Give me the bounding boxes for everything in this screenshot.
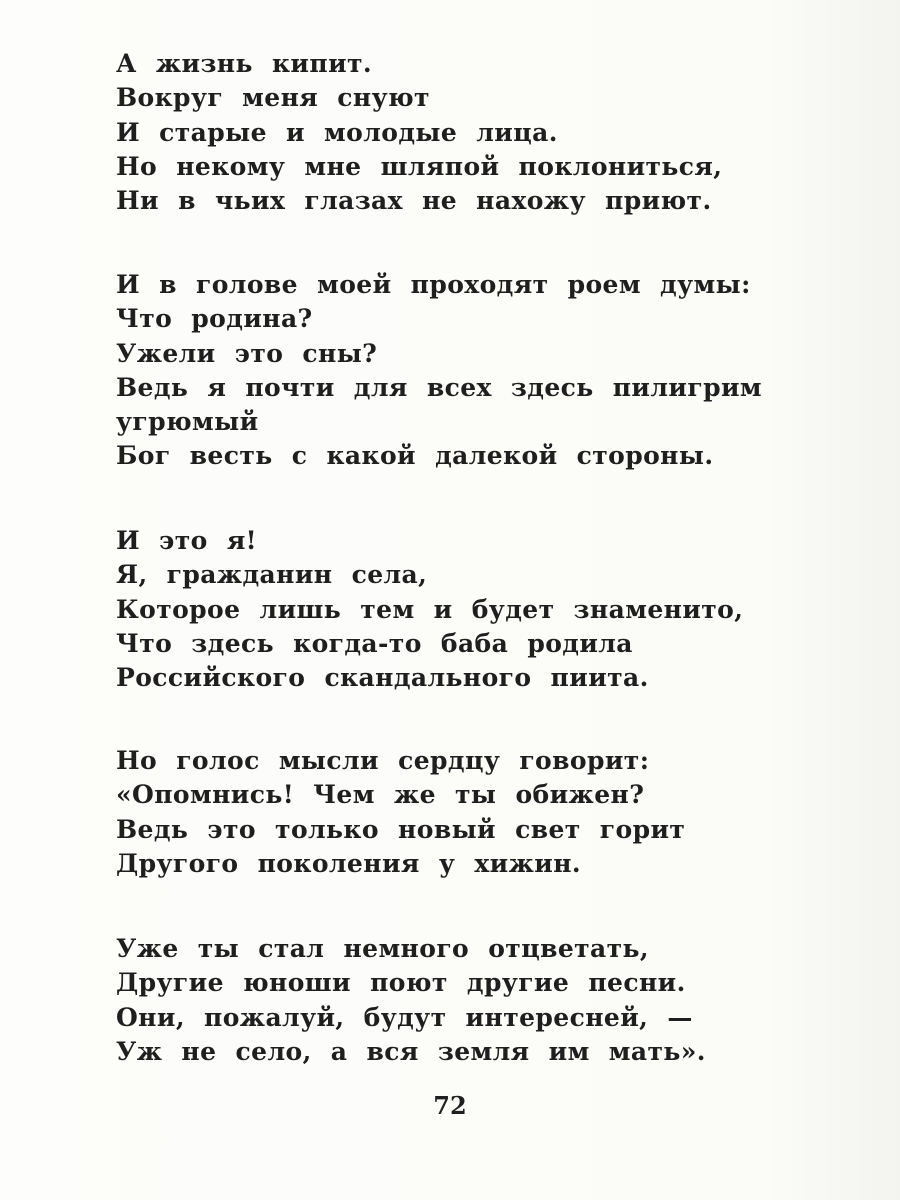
page-number: 72 (433, 1091, 467, 1120)
poem-line: Что здесь когда-то баба родила (116, 628, 633, 658)
poem-line: И в голове моей проходят роем думы: (116, 270, 751, 299)
poem-line: Другие юноши поют другие песни. (116, 968, 686, 998)
poem-line: Вокруг меня снуют (116, 83, 430, 113)
stanza-1 (116, 47, 722, 218)
poem-line: И старые и молодые лица. (116, 117, 558, 147)
stanza-5 (116, 932, 706, 1069)
poem-line: Я, гражданин села, (116, 560, 428, 590)
poem-line: Уже ты стал немного отцветать, (116, 934, 649, 963)
poem-line: угрюмый (116, 407, 259, 437)
stanza-3 (116, 524, 743, 695)
poem-line: Но голос мысли сердцу говорит: (116, 746, 650, 775)
stanza-2 (116, 268, 762, 474)
poem-line: Ведь я почти для всех здесь пилигрим (116, 372, 763, 402)
poem-line: Они, пожалуй, будут интересней, — (116, 1002, 693, 1032)
poem-line: Другого поколения у хижин. (116, 848, 581, 878)
poem-line: Которое лишь тем и будет знаменито, (116, 594, 744, 624)
poem-line: Но некому мне шляпой поклониться, (116, 151, 723, 181)
poem-line: «Опомнись! Чем же ты обижен? (116, 780, 645, 810)
poem-line: А жизнь кипит. (116, 49, 373, 78)
poem-line: Бог весть с какой далекой стороны. (116, 441, 714, 471)
poem-line: Ни в чьих глазах не нахожу приют. (116, 186, 712, 216)
poem-line: Уж не село, а вся земля им мать». (116, 1036, 706, 1066)
poem-line: Ужели это сны? (116, 338, 378, 368)
poem-line: Ведь это только новый свет горит (116, 814, 686, 844)
stanza-4 (116, 744, 685, 881)
poem-line: И это я! (116, 526, 258, 555)
poem-line: Российского скандального пиита. (116, 663, 649, 693)
poem-line: Что родина? (116, 304, 313, 334)
